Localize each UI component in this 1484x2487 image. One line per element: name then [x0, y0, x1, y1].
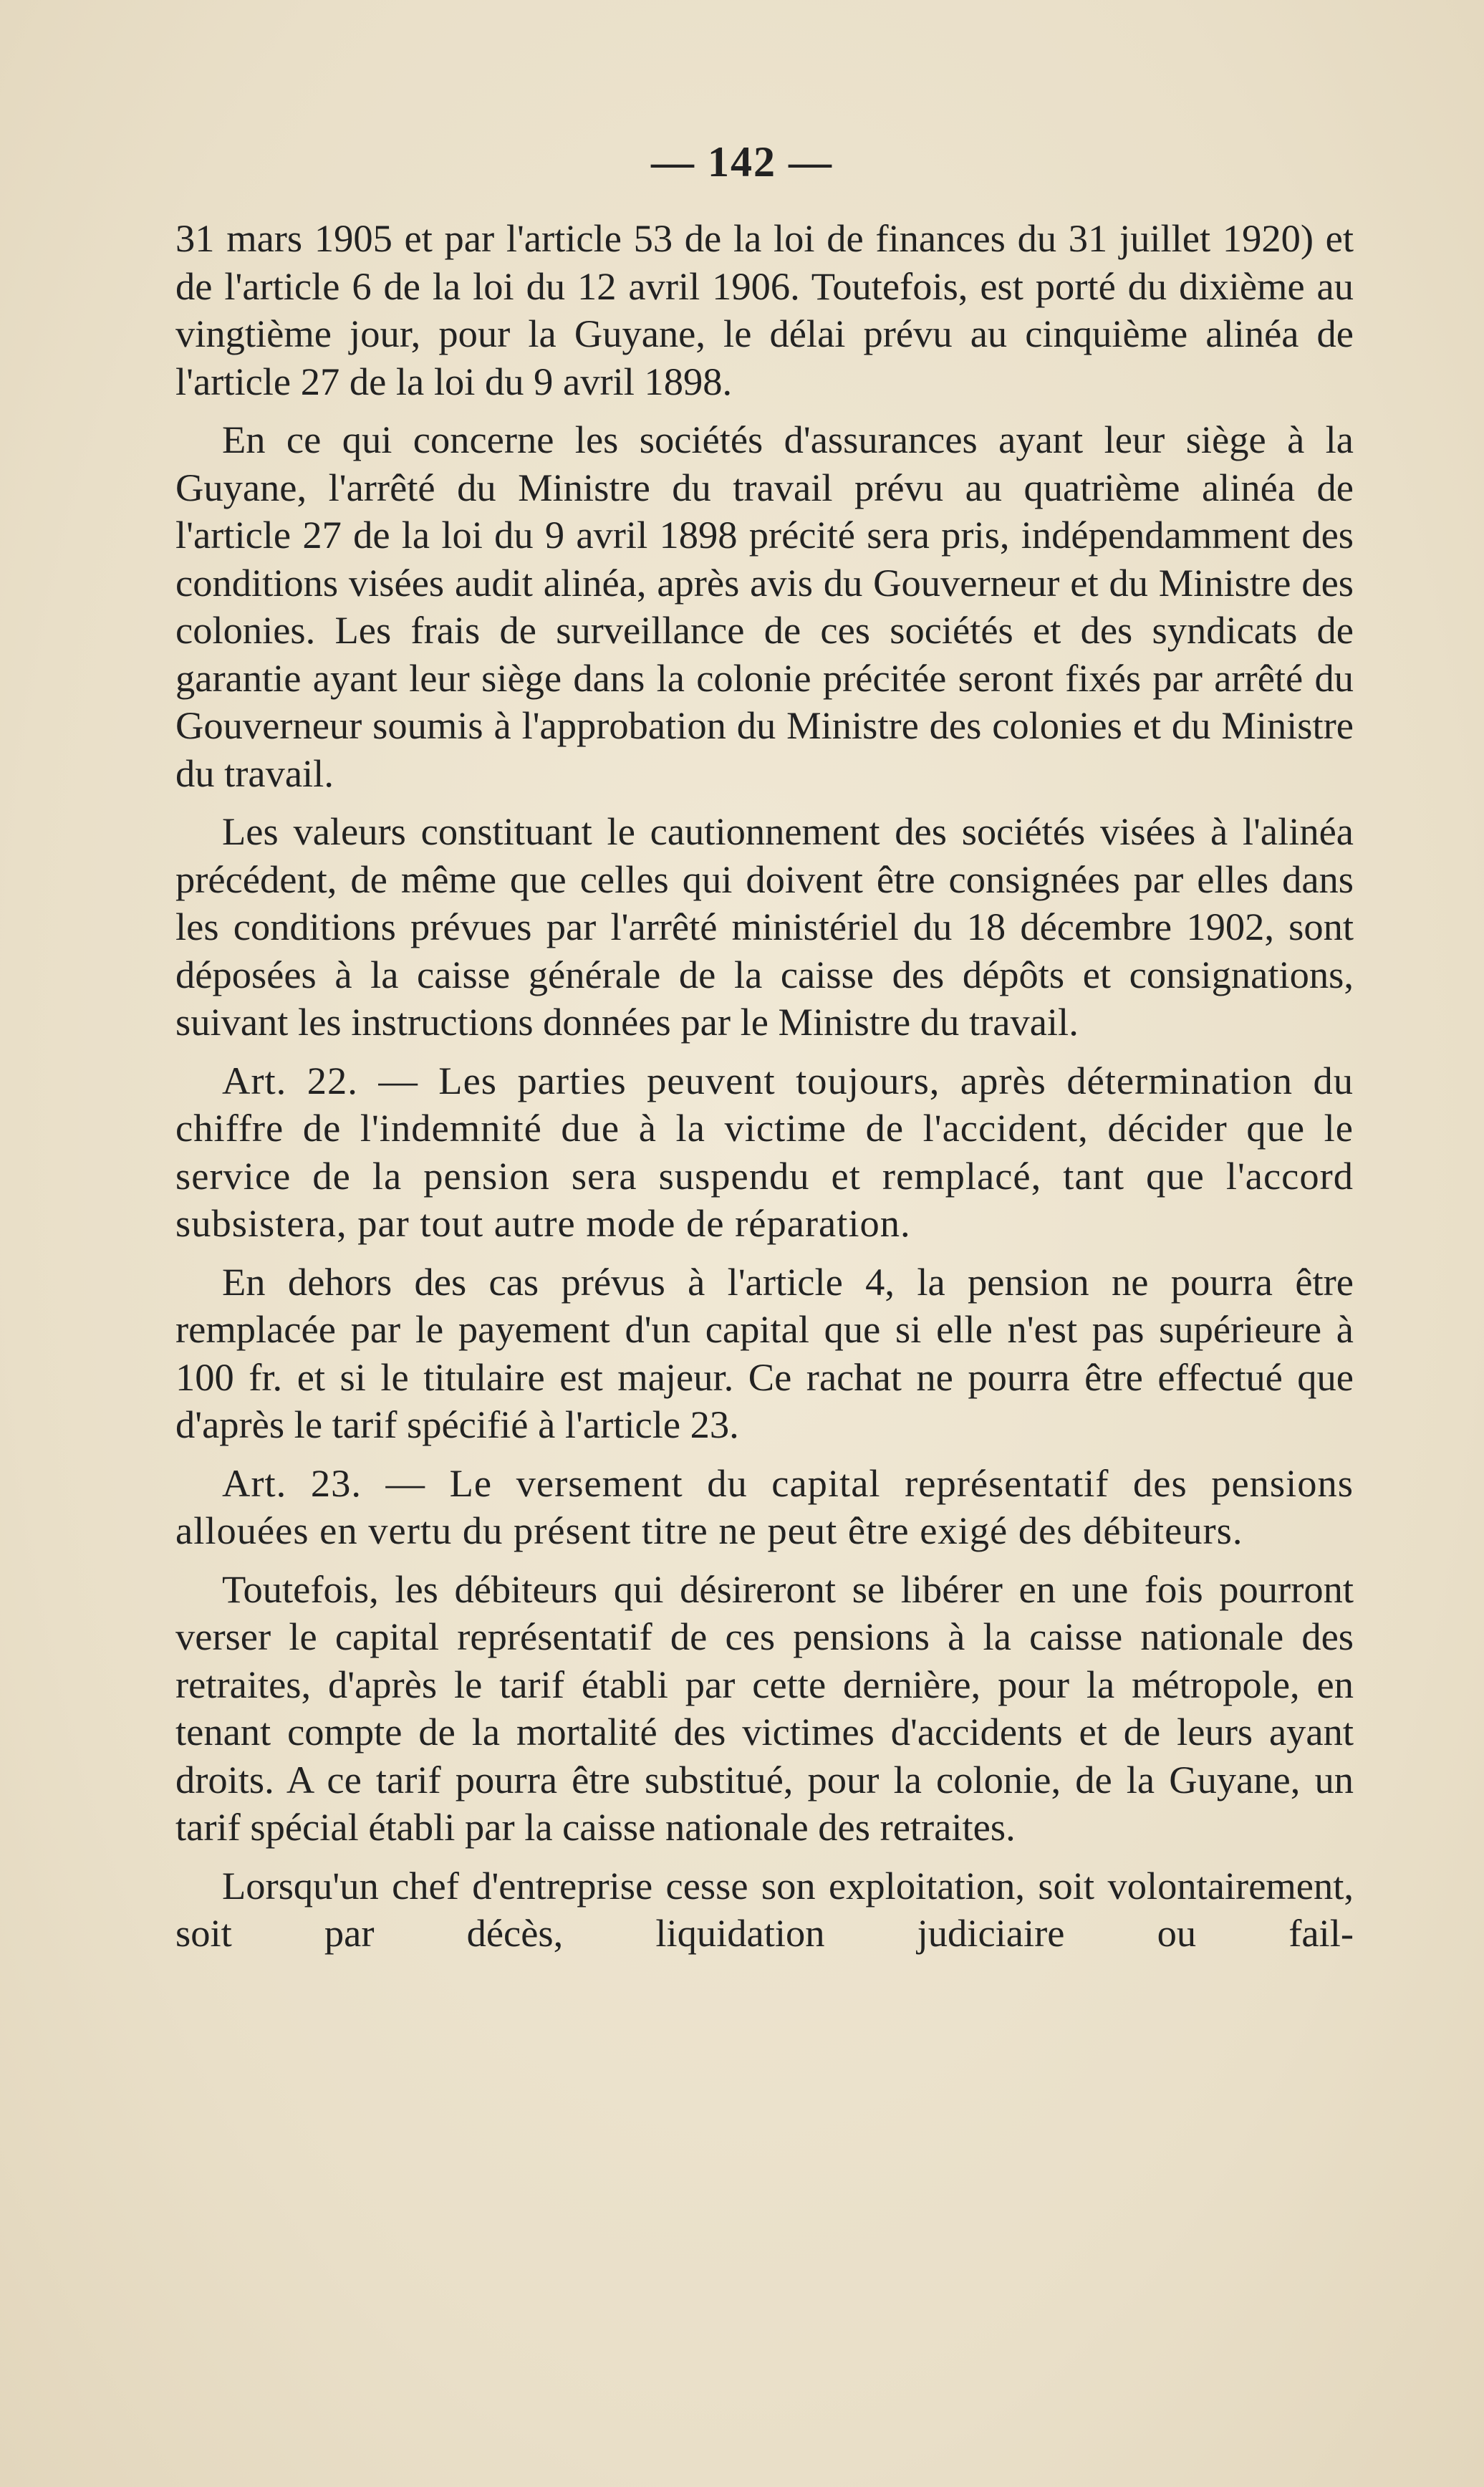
body-text: [175, 215, 1354, 1968]
paragraph-article-23: Art. 23. — Le versement du capital représentatif des pensions allouées en vertu du présent titre ne peut être exigé des débiteurs.: [175, 1461, 1354, 1552]
paragraph-article-22: Art. 22. — Les parties peuvent toujours, après détermination du chiffre de l'indemnité due à la victime de l'accident, décider que le service de la pension sera suspendu et remplacé, tant que l'accord subsistera, par tout autre mode de réparation.: [175, 1058, 1354, 1245]
paragraph-cautionnement: Les valeurs constituant le cautionnement des sociétés visées à l'alinéa précédent, de même que celles qui doivent être consignées par elles dans les conditions prévues par l'arrêté ministériel du 18 décembre 1902, sont déposées à la caisse générale de la caisse des dépôts et consignations, suivant les instructions données par le Ministre du travail.: [175, 809, 1354, 1044]
paragraph-insurance-companies: En ce qui concerne les sociétés d'assurances ayant leur siège à la Guyane, l'arrêté du Ministre du travail prévu au quatrième alinéa de l'article 27 de la loi du 9 avril 1898 précité sera pris, indépendamment des conditions visées audit alinéa, après avis du Gouverneur et du Ministre des colonies. Les frais de surveillance de ces sociétés et des syndicats de garantie ayant leur siège dans la colonie précitée seront fixés par arrêté du Gouverneur soumis à l'approbation du Ministre des colonies et du Ministre du travail.: [175, 418, 1354, 795]
paragraph-continuation: 31 mars 1905 et par l'article 53 de la loi de finances du 31 juillet 1920) et de l'article 6 de la loi du 12 avril 1906. Toutefois, est porté du dixième au vingtième jour, pour la Guyane, le délai prévu au cinquième alinéa de l'article 27 de la loi du 9 avril 1898.: [175, 216, 1354, 403]
paragraph-rachat: En dehors des cas prévus à l'article 4, la pension ne pourra être remplacée par le payement d'un capital que si elle n'est pas supérieure à 100 fr. et si le titulaire est majeur. Ce rachat ne pourra être effectué que d'après le tarif spécifié à l'article 23.: [175, 1259, 1354, 1446]
page-number: — 142 —: [651, 138, 833, 186]
paragraph-caisse-retraites: Toutefois, les débiteurs qui désireront se libérer en une fois pourront verser le capital représentatif de ces pensions à la caisse nationale des retraites, d'après le tarif établi par cette dernière, pour la métropole, en tenant compte de la mortalité des victimes d'accidents et de leurs ayant droits. A ce tarif pourra être substitué, pour la colonie, de la Guyane, un tarif spécial établi par la caisse nationale des retraites.: [175, 1567, 1354, 1849]
paragraph-chef-entreprise: Lorsqu'un chef d'entreprise cesse son exploitation, soit volontairement, soit par décès, liquidation judiciaire ou fail-: [175, 1863, 1354, 1955]
